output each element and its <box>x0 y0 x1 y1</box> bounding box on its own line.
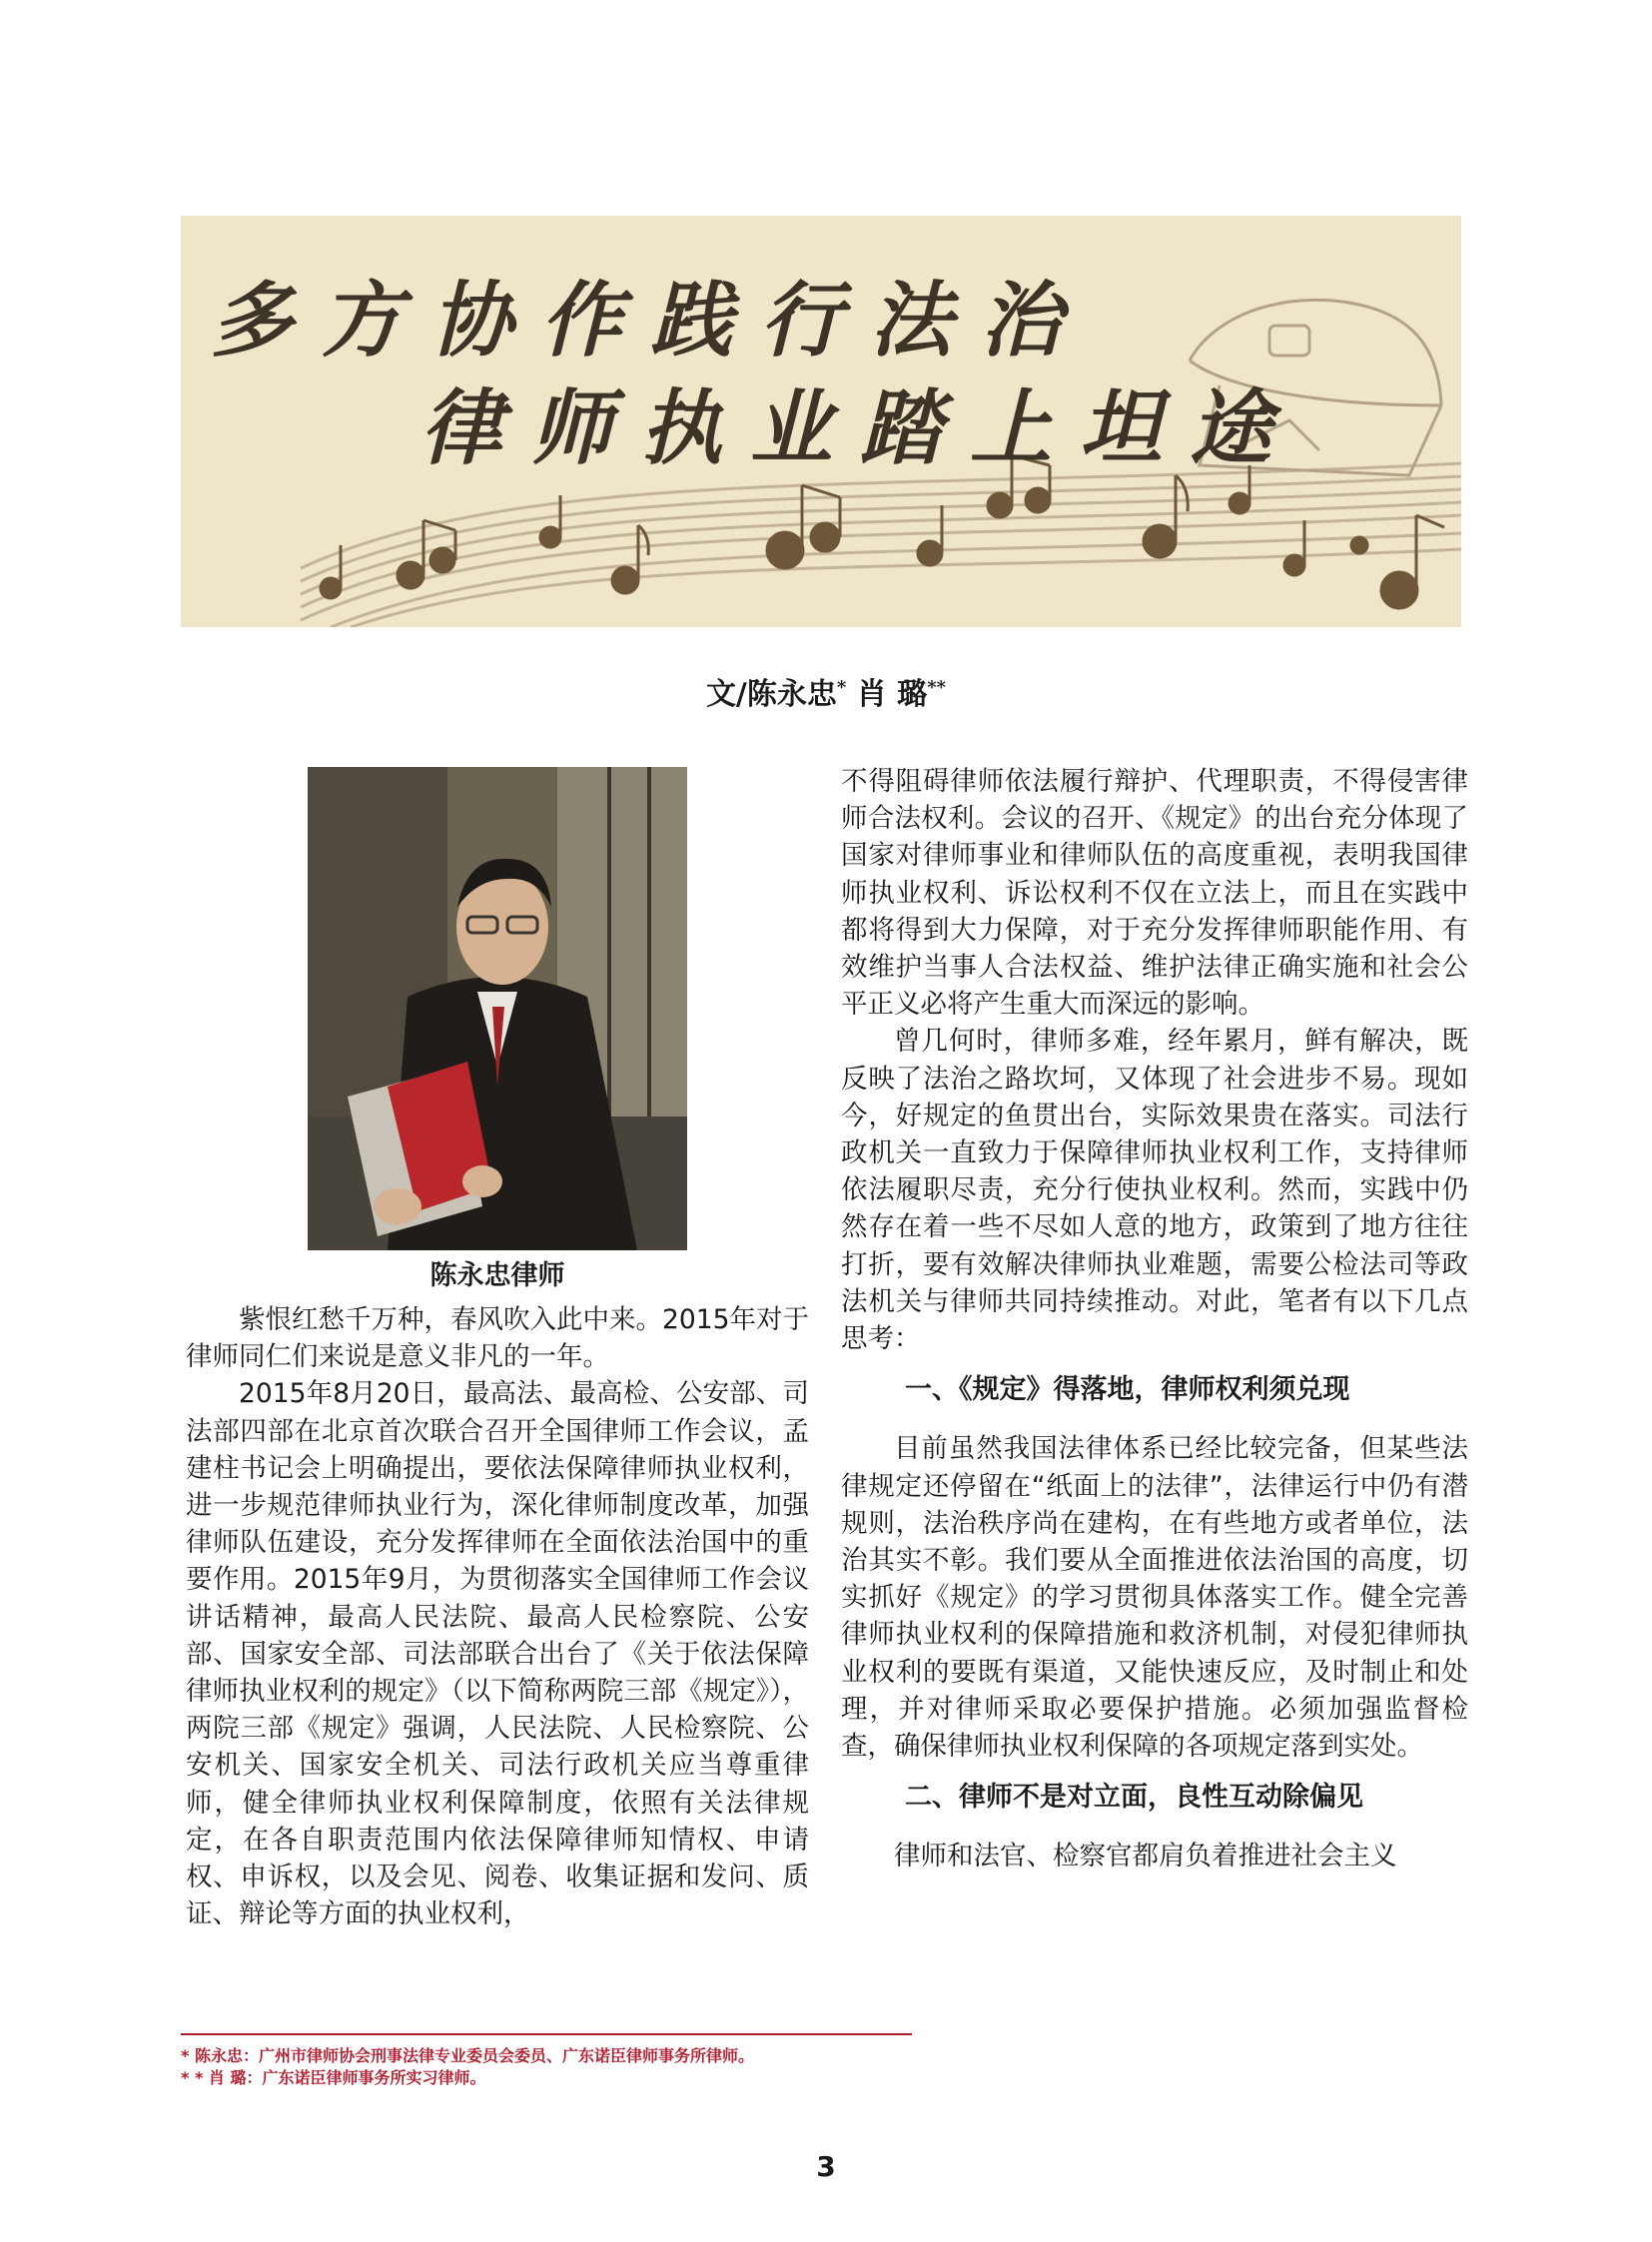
author-1: 陈永忠 <box>746 677 837 712</box>
author-2: 肖 璐 <box>856 677 928 712</box>
author-1-mark: * <box>836 677 847 698</box>
lawyer-reading-photo <box>308 767 687 1250</box>
paragraph: 律师和法官、检察官都肩负着推进社会主义 <box>894 1841 1397 1872</box>
section-heading-2: 二、律师不是对立面，良性互动除偏见 <box>905 1782 1363 1814</box>
title-line-2: 律师执业踏上坦途 <box>420 380 1299 476</box>
author-photo <box>308 767 687 1250</box>
footnote: * * 肖 璐：广东诺臣律师事务所实习律师。 <box>181 2068 486 2087</box>
paragraph: 曾几何时，律师多难，经年累月，鲜有解决，既反映了法治之路坎坷，又体现了社会进步不易。现如今，好规定的鱼贯出台，实际效果贵在落实。司法行政机关一直致力于保障律师执业权利工作，支持律师依法履职尽责，充分行使执业权利。然而，实践中仍然存在着一些不尽如人意的地方，政策到了地方往往打折，要有效解决律师执业难题，需要公检法司等政法机关与律师共同持续推动。对此，笔者有以下几点思考： <box>841 1026 1468 1355</box>
paragraph: 紫恨红愁千万种，春风吹入此中来。2015年对于律师同仁们来说是意义非凡的一年。 <box>186 1304 809 1373</box>
photo-caption: 陈永忠律师 <box>429 1260 565 1291</box>
author-2-mark: ** <box>927 677 947 698</box>
byline-prefix: 文/ <box>705 677 747 712</box>
footnote: * 陈永忠：广州市律师协会刑事法律专业委员会委员、广东诺臣律师事务所律师。 <box>181 2046 754 2065</box>
byline <box>0 669 1652 713</box>
title-banner <box>181 216 1461 627</box>
right-column <box>841 763 1468 1875</box>
paragraph: 目前虽然我国法律体系已经比较完备，但某些法律规定还停留在“纸面上的法律”，法律运行中仍有潜规则，法治秩序尚在建构，在有些地方或者单位，法治其实不彰。我们要从全面推进依法治国的高度，切实抓好《规定》的学习贯彻具体落实工作。健全完善律师执业权利的保障措施和救济机制，对侵犯律师执业权利的要既有渠道，又能快速反应，及时制止和处理，并对律师采取必要保护措施。必须加强监督检查，确保律师执业权利保障的各项规定落到实处。 <box>841 1433 1468 1763</box>
paragraph-continuation: 不得阻碍律师依法履行辩护、代理职责，不得侵害律师合法权利。会议的召开、《规定》的出台充分体现了国家对律师事业和律师队伍的高度重视，表明我国律师执业权利、诉讼权利不仅在立法上，而且在实践中都将得到大力保障，对于充分发挥律师职能作用、有效维护当事人合法权益、维护法律正确实施和社会公平正义必将产生重大而深远的影响。 <box>841 766 1468 1021</box>
left-column <box>186 1301 809 1932</box>
section-heading-1: 一、《规定》得落地，律师权利须兑现 <box>905 1374 1350 1406</box>
page-number: 3 <box>816 2150 836 2183</box>
paragraph: 2015年8月20日，最高法、最高检、公安部、司法部四部在北京首次联合召开全国律师工作会议，孟建柱书记会上明确提出，要依法保障律师执业权利，进一步规范律师执业行为，深化律师制度改革，加强律师队伍建设，充分发挥律师在全面依法治国中的重要作用。2015年9月，为贯彻落实全国律师工作会议讲话精神，最高人民法院、最高人民检察院、公安部、国家安全部、司法部联合出台了《关于依法保障律师执业权利的规定》（以下简称两院三部《规定》），两院三部《规定》强调，人民法院、人民检察院、公安机关、国家安全机关、司法行政机关应当尊重律师，健全律师执业权利保障制度，依照有关法律规定，在各自职责范围内依法保障律师知情权、申请权、申诉权，以及会见、阅卷、收集证据和发问、质证、辩论等方面的执业权利， <box>186 1378 809 1930</box>
footnotes <box>181 2045 1379 2089</box>
footnote-divider <box>181 2033 912 2035</box>
title-line-1: 多方协作践行法治 <box>211 273 1090 369</box>
